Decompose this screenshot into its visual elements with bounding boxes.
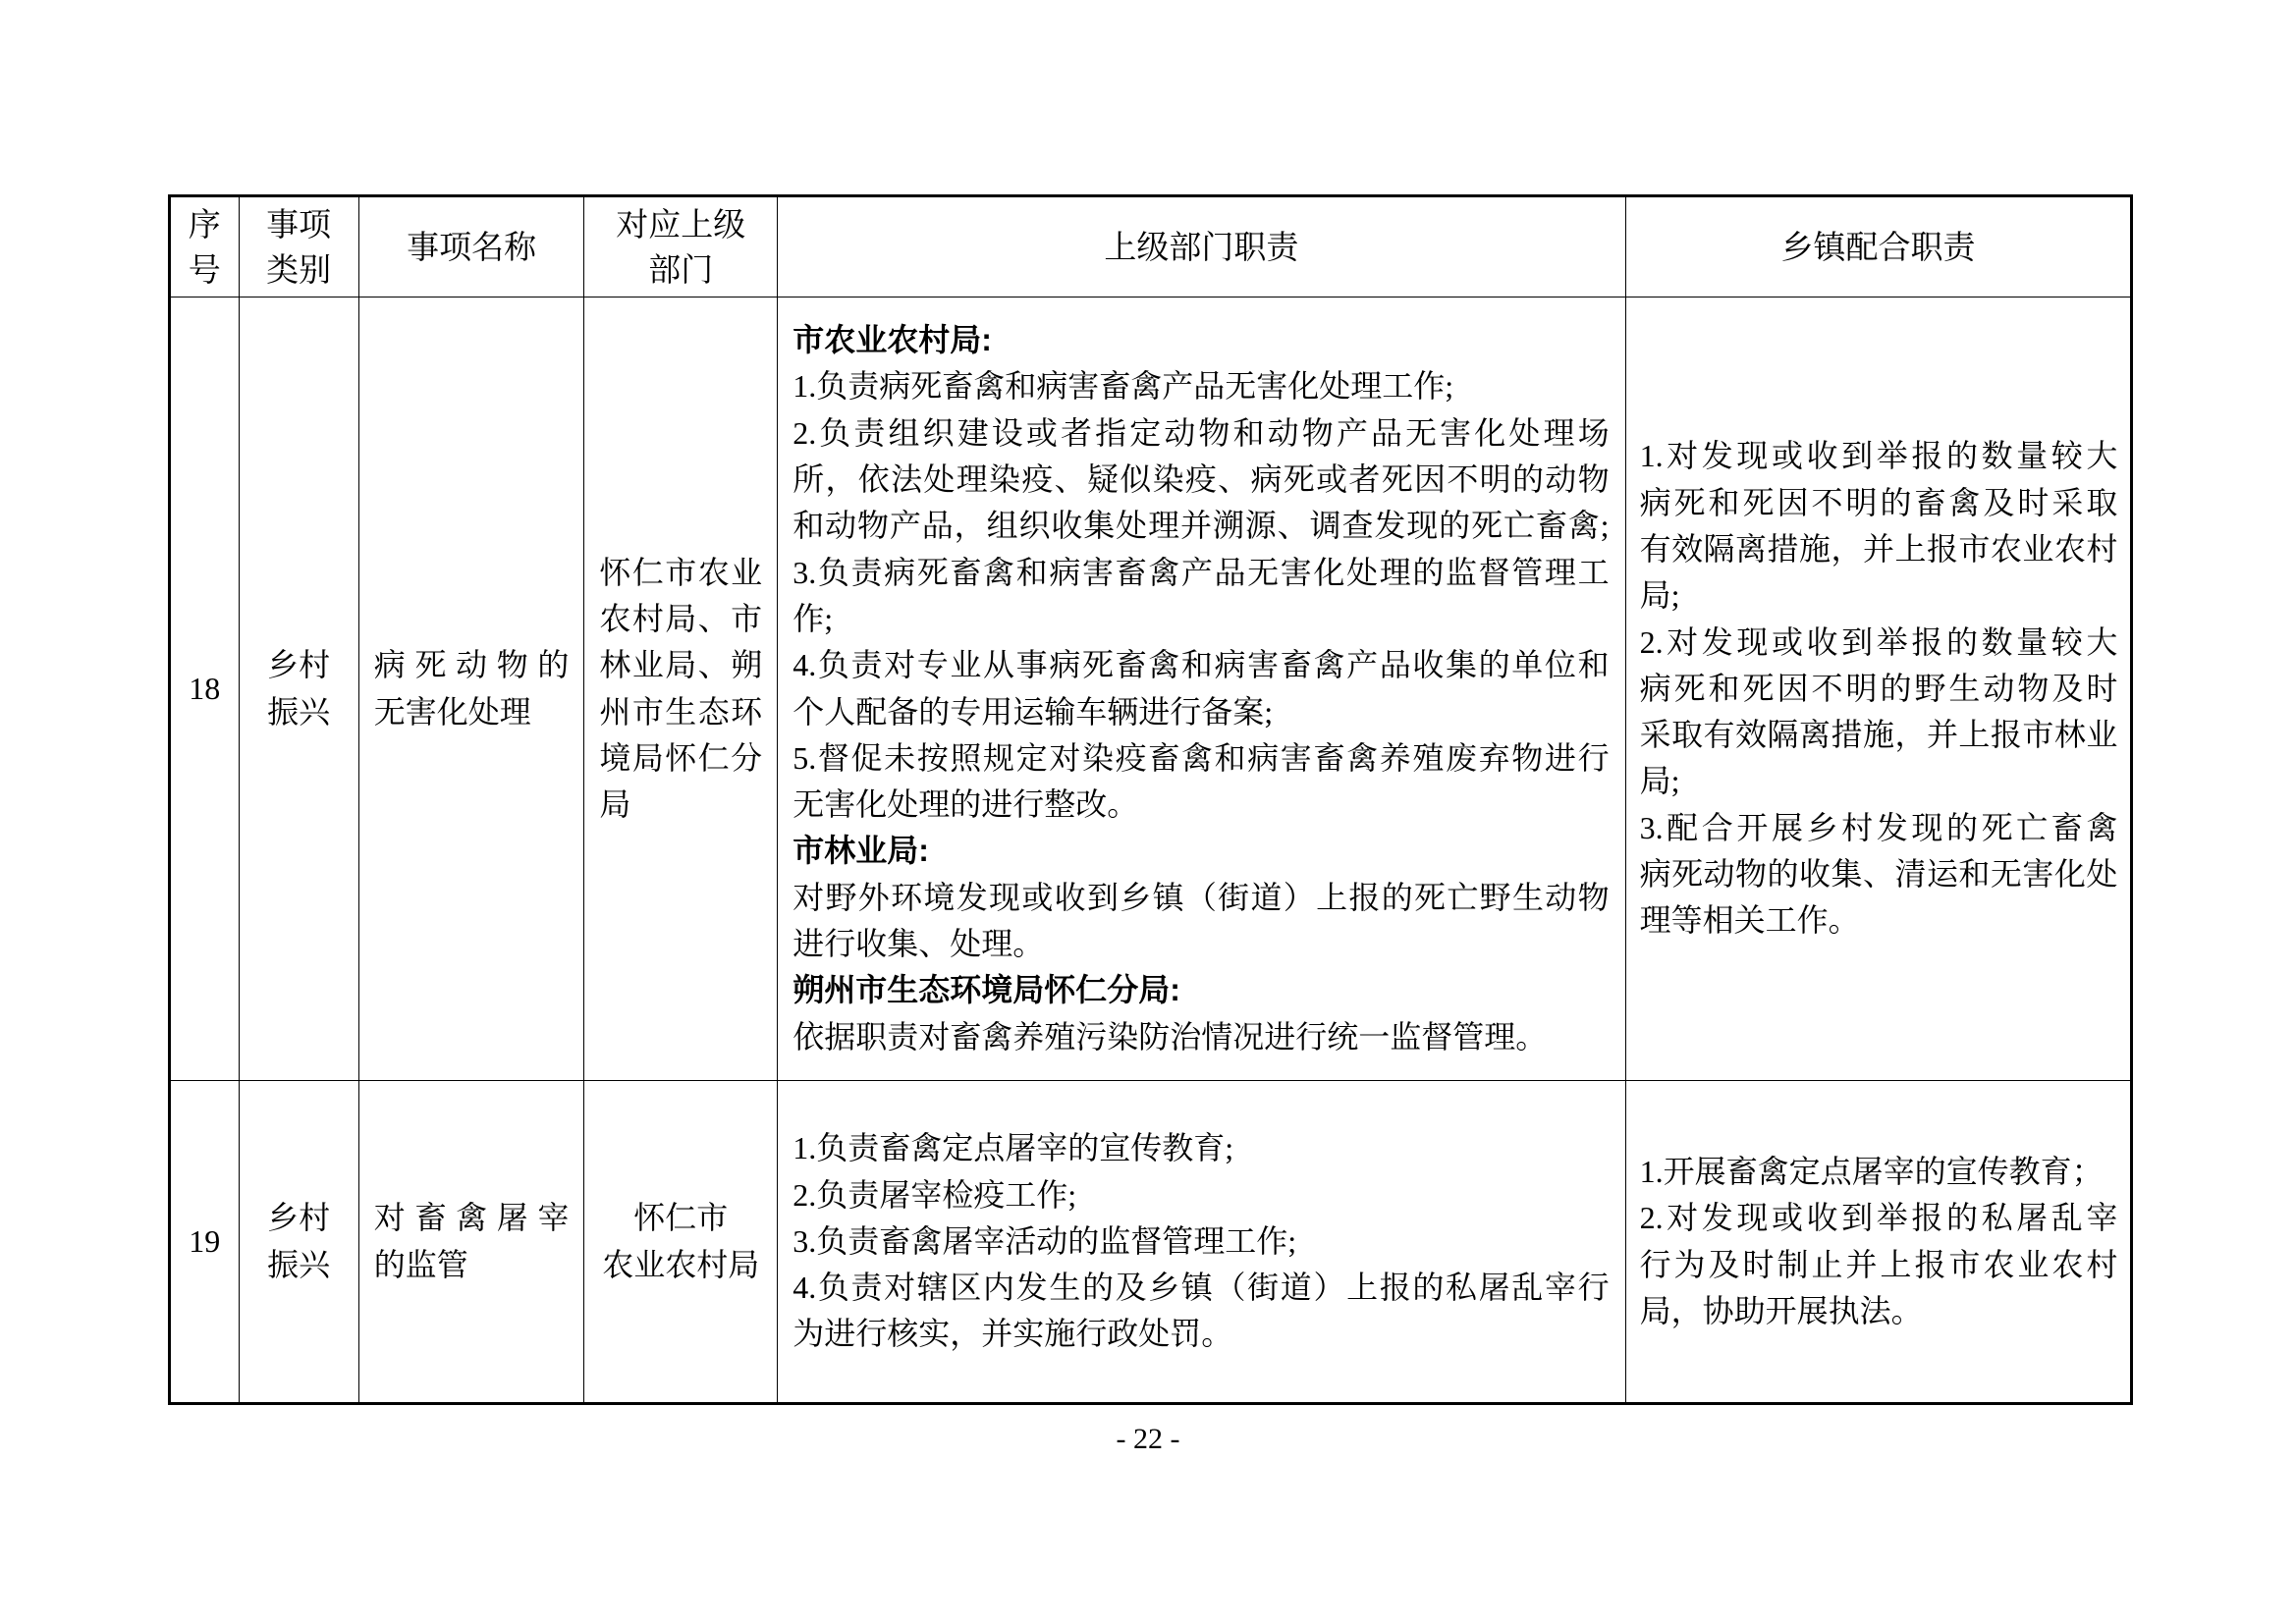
row-category-line: 乡村 [267,647,331,683]
row-category-line: 乡村 [267,1200,331,1236]
table-header-row [170,196,2132,298]
township-duty-line: 3.配合开展乡村发现的死亡畜禽 [1639,809,2118,845]
duty-line: 3.负责病死畜禽和病害畜禽产品无害化处理的监督管理工 [793,554,1610,590]
row-seq: 19 [189,1222,221,1259]
header-superior-duties-text: 上级部门职责 [1104,228,1299,265]
duty-section-heading: 市农业农村局: [793,322,992,358]
table-row [170,1081,2132,1404]
row-superior-dept-line: 州市生态环 [599,693,763,730]
row-seq-cell [170,298,240,1081]
row-superior-dept-line: 农业农村局 [602,1246,760,1282]
duty-line: 对野外环境发现或收到乡镇（街道）上报的死亡野生动物 [793,879,1610,915]
township-duty-line: 1.开展畜禽定点屠宰的宣传教育； [1639,1153,2104,1189]
township-duty-line: 行为及时制止并上报市农业农村 [1639,1246,2118,1282]
header-superior-dept-cell [584,196,778,298]
header-superior-dept-text: 对应上级 [616,205,746,243]
header-superior-dept-text: 部门 [648,250,714,288]
township-duty-line: 局; [1639,577,1680,614]
duty-line: 1.负责畜禽定点屠宰的宣传教育; [793,1130,1234,1166]
township-duty-line: 2.对发现或收到举报的私屠乱宰 [1639,1200,2118,1236]
row-item-name-line: 的监管 [373,1246,468,1282]
row-township-duties-cell [1625,1081,2132,1404]
duty-line: 为进行核实，并实施行政处罚。 [793,1316,1233,1352]
duty-line: 4.负责对专业从事病死畜禽和病害畜禽产品收集的单位和 [793,647,1610,683]
header-seq-text: 号 [188,250,221,288]
row-category-cell [239,1081,358,1404]
row-superior-dept-cell [584,1081,778,1404]
duty-section-heading: 朔州市生态环境局怀仁分局: [793,972,1180,1008]
row-seq: 18 [189,670,221,706]
township-duty-line: 病死动物的收集、清运和无害化处 [1639,856,2118,893]
page-number: - 22 - [1116,1423,1180,1455]
duty-line: 个人配备的专用运输车辆进行备案; [793,693,1274,730]
duty-line: 和动物产品，组织收集处理并溯源、调查发现的死亡畜禽; [793,508,1610,544]
header-seq-text: 序 [188,205,221,243]
header-category-cell [239,196,358,298]
row-superior-duties-cell [778,298,1625,1081]
township-duty-line: 2.对发现或收到举报的数量较大 [1639,623,2118,660]
header-superior-duties-cell [778,196,1625,298]
township-duty-line: 病死和死因不明的畜禽及时采取 [1639,484,2118,520]
duty-line: 依据职责对畜禽养殖污染防治情况进行统一监督管理。 [793,1018,1548,1055]
duty-line: 无害化处理的进行整改。 [793,786,1139,823]
township-duty-line: 局，协助开展执法。 [1639,1292,1923,1328]
duty-line: 4.负责对辖区内发生的及乡镇（街道）上报的私屠乱宰行 [793,1270,1610,1306]
row-superior-dept-line: 林业局、朔 [599,647,763,683]
duty-line: 5.督促未按照规定对染疫畜禽和病害畜禽养殖废弃物进行 [793,739,1610,776]
row-superior-dept-cell [584,298,778,1081]
row-seq-cell [170,1081,240,1404]
header-seq-cell [170,196,240,298]
row-item-name-line: 对畜禽屠宰 [373,1200,570,1236]
duty-section-heading: 市林业局: [793,833,929,869]
township-duty-line: 理等相关工作。 [1639,902,1860,939]
row-superior-dept-line: 局 [599,786,631,823]
township-duty-line: 采取有效隔离措施，并上报市林业 [1639,717,2118,753]
duty-line: 2.负责屠宰检疫工作; [793,1176,1077,1213]
row-superior-duties-cell [778,1081,1625,1404]
page-sheet [168,194,2130,1405]
row-township-duties-cell [1625,298,2132,1081]
row-superior-dept-line: 怀仁市农业 [599,554,763,590]
header-category-text: 类别 [266,250,332,288]
header-item-name-text: 事项名称 [407,228,537,265]
duty-line: 作; [793,600,834,636]
duty-line: 1.负责病死畜禽和病害畜禽产品无害化处理工作; [793,368,1454,405]
table-row [170,298,2132,1081]
duty-line: 所，依法处理染疫、疑似染疫、病死或者死因不明的动物 [793,461,1610,498]
duty-line: 进行收集、处理。 [793,925,1045,961]
row-superior-dept-line: 怀仁市 [633,1200,729,1236]
header-township-duties-cell [1625,196,2132,298]
township-duty-line: 1.对发现或收到举报的数量较大 [1639,438,2118,474]
duty-line: 3.负责畜禽屠宰活动的监督管理工作; [793,1222,1297,1259]
row-item-name-line: 病死动物的 [373,647,570,683]
header-item-name-cell [358,196,584,298]
row-category-cell [239,298,358,1081]
row-category-line: 振兴 [267,693,331,730]
responsibility-table [168,194,2133,1405]
row-item-name-cell [358,1081,584,1404]
township-duty-line: 局; [1639,763,1680,799]
row-item-name-cell [358,298,584,1081]
row-superior-dept-line: 境局怀仁分 [599,739,763,776]
row-superior-dept-line: 农村局、市 [599,600,763,636]
row-item-name-line: 无害化处理 [373,693,531,730]
township-duty-line: 有效隔离措施，并上报市农业农村 [1639,530,2118,567]
row-category-line: 振兴 [267,1246,331,1282]
header-category-text: 事项 [266,205,332,243]
duty-line: 2.负责组织建设或者指定动物和动物产品无害化处理场 [793,414,1610,451]
township-duty-line: 病死和死因不明的野生动物及时 [1639,670,2118,706]
header-township-duties-text: 乡镇配合职责 [1780,228,1976,265]
